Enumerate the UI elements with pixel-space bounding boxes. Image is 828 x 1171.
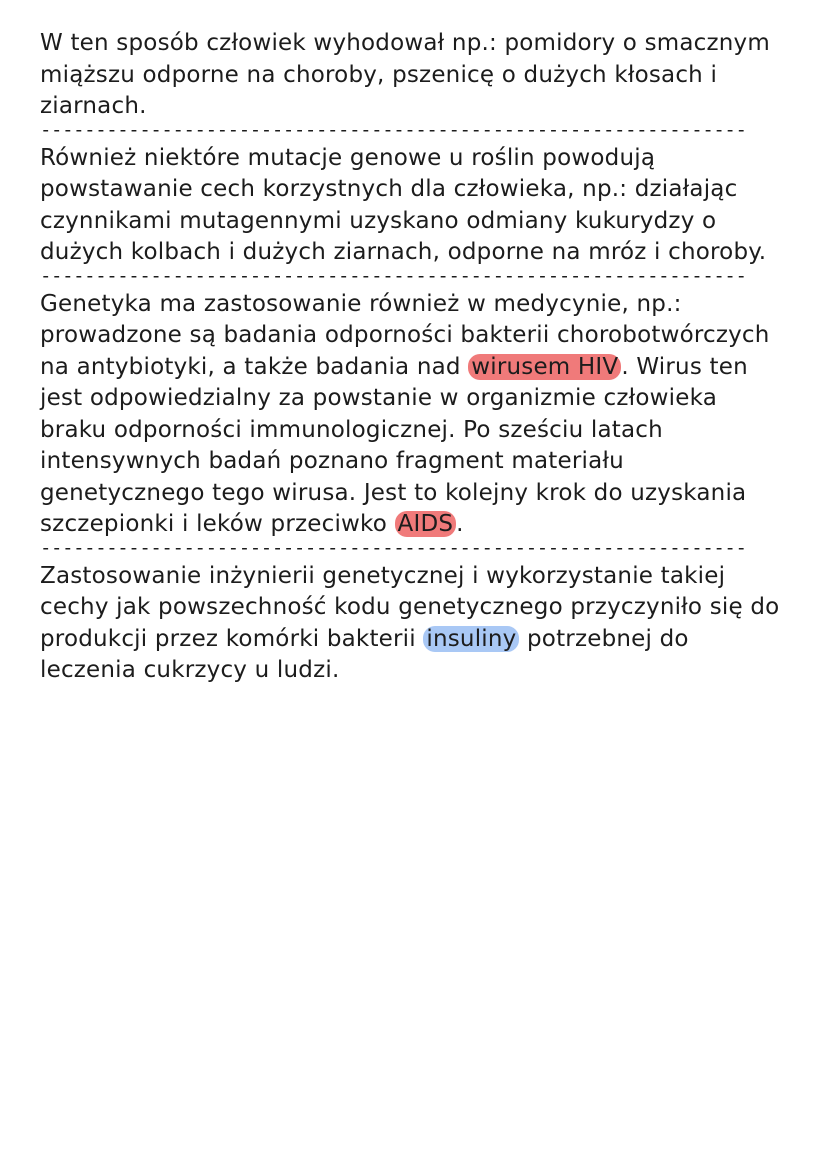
highlight-aids: AIDS [395,511,457,537]
paragraph-text: . [456,511,464,537]
paragraph-text: potrzebnej do leczenia cukrzycy u ludzi. [40,625,689,683]
document-page [40,28,780,687]
paragraph-text: . Wirus ten jest odpowiedzialny za powstanie w organizmie człowieka braku odporności immunologicznej. Po sześciu latach intensywnych badań poznano fragment materiału genetycznego tego wirusa. Jest to kolejny krok do uzyskania szczepionki i leków przeciwko [40,353,748,537]
paragraph-gene-mutations: Również niektóre mutacje genowe u roślin powodują powstawanie cech korzystnych dla człowieka, np.: działając czynnikami mutagennymi uzyskano odmiany kukurydzy o dużych kolbach i dużych ziarnach, odporne na mróz i choroby. [40,144,767,265]
dashed-divider: ---------------------------------------------------------------- [40,268,747,283]
paragraph-text: Genetyka ma zastosowanie również w medycynie, np.: prowadzone są badania odporności bakterii chorobotwórczych na antybiotyki, a także badania nad [40,290,770,380]
paragraph-plant-breeding: W ten sposób człowiek wyhodował np.: pomidory o smacznym miąższu odporne na choroby, pszenicę o dużych kłosach i ziarnach. [40,30,770,119]
paragraph-genetics-medicine [40,289,780,541]
highlight-insulin: insuliny [423,626,519,652]
dashed-divider: ---------------------------------------------------------------- [40,122,747,137]
dashed-divider: ---------------------------------------------------------------- [40,540,747,555]
highlight-hiv: wirusem HIV [468,354,621,380]
paragraph-genetic-engineering [40,561,780,687]
paragraph-text: Zastosowanie inżynierii genetycznej i wykorzystanie takiej cechy jak powszechność kodu genetycznego przyczyniło się do produkcji przez komórki bakterii [40,562,780,652]
